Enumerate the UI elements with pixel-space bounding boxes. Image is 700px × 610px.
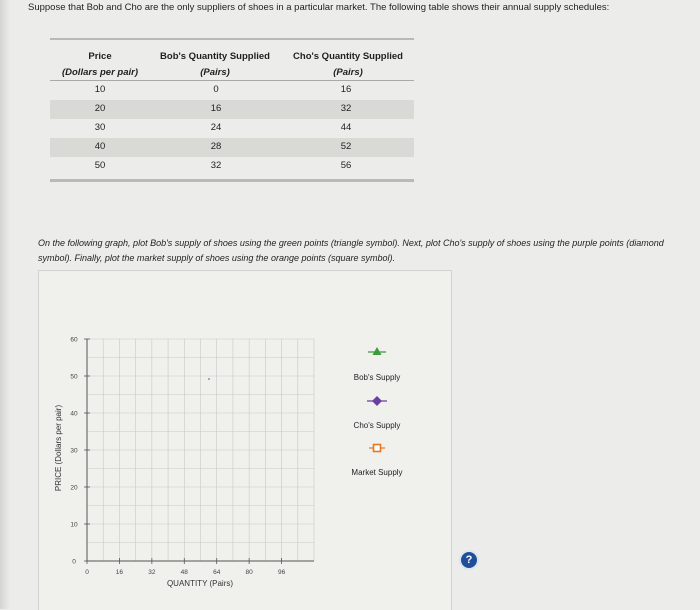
cho-supply-tool[interactable] xyxy=(367,396,387,406)
header-cho: Cho's Quantity Supplied xyxy=(293,51,403,62)
legend-bob-label: Bob's Supply xyxy=(353,373,401,382)
header-price-unit: (Dollars per pair) xyxy=(61,67,139,78)
table-header xyxy=(50,40,414,80)
cell-price: 30 xyxy=(94,122,106,133)
cell-cho: 44 xyxy=(340,122,352,133)
supply-graph[interactable] xyxy=(39,271,451,610)
y-tick-label: 40 xyxy=(70,410,78,418)
y-tick-label: 10 xyxy=(70,521,78,529)
table-row xyxy=(50,138,414,157)
table-row xyxy=(50,119,414,138)
cell-price: 50 xyxy=(94,160,106,171)
cell-cho: 32 xyxy=(340,103,352,114)
legend-market-label: Market Supply xyxy=(351,468,403,477)
x-tick-label: 32 xyxy=(148,569,156,576)
table-row xyxy=(50,100,414,119)
cell-bob: 28 xyxy=(210,141,222,152)
header-bob-unit: (Pairs) xyxy=(200,67,230,78)
cell-price: 40 xyxy=(94,141,106,152)
y-tick-label: 60 xyxy=(70,336,78,344)
cell-bob: 16 xyxy=(210,103,222,114)
graph-grid xyxy=(87,339,314,561)
header-cho-unit: (Pairs) xyxy=(333,67,363,78)
cell-bob: 0 xyxy=(213,84,219,95)
x-axis-label: QUANTITY (Pairs) xyxy=(166,579,234,588)
graph-panel xyxy=(38,270,473,610)
cell-price: 20 xyxy=(94,103,106,114)
table-bottom-rule xyxy=(50,179,414,182)
cell-cho: 56 xyxy=(340,160,352,171)
y-tick-label: 0 xyxy=(72,558,76,566)
graph-instructions: On the following graph, plot Bob's supply of shoes using the green points (triangle symbol). Next, plot Cho's supply of shoes using the purple points (diamond symbol). Finally, plot the market supply of shoes using the orange points (square symbol). xyxy=(38,238,664,263)
bob-supply-tool[interactable] xyxy=(368,347,386,355)
supply-schedule-table xyxy=(50,38,414,182)
cell-cho: 16 xyxy=(340,84,352,95)
x-tick-label: 0 xyxy=(85,569,89,576)
background-shade xyxy=(0,0,10,609)
square-icon xyxy=(374,445,381,452)
intro-text: Suppose that Bob and Cho are the only suppliers of shoes in a particular market. The following table shows their annual supply schedules: xyxy=(28,2,610,13)
cell-bob: 32 xyxy=(210,160,222,171)
cell-cho: 52 xyxy=(340,141,352,152)
market-supply-tool[interactable] xyxy=(369,445,385,452)
y-tick-label: 20 xyxy=(70,484,78,492)
header-bob: Bob's Quantity Supplied xyxy=(160,51,270,62)
y-tick-label: 50 xyxy=(70,373,78,381)
x-tick-label: 96 xyxy=(277,569,286,576)
table-row xyxy=(50,80,414,100)
x-tick-label: 16 xyxy=(115,569,124,576)
help-icon[interactable]: ? xyxy=(459,550,479,570)
diamond-icon xyxy=(372,396,382,406)
header-price: Price xyxy=(88,51,112,62)
x-tick-label: 48 xyxy=(180,569,188,576)
x-tick-label: 80 xyxy=(245,569,253,576)
cell-price: 10 xyxy=(94,84,106,95)
x-tick-label: 64 xyxy=(213,569,221,576)
table-row xyxy=(50,157,414,176)
legend-cho-label: Cho's Supply xyxy=(353,421,401,430)
cursor-dot xyxy=(208,378,210,380)
y-axis-label: PRICE (Dollars per pair) xyxy=(54,404,63,492)
triangle-icon xyxy=(373,347,382,355)
cell-bob: 24 xyxy=(210,122,222,133)
graph-ticks xyxy=(70,337,285,577)
y-tick-label: 30 xyxy=(70,447,78,455)
